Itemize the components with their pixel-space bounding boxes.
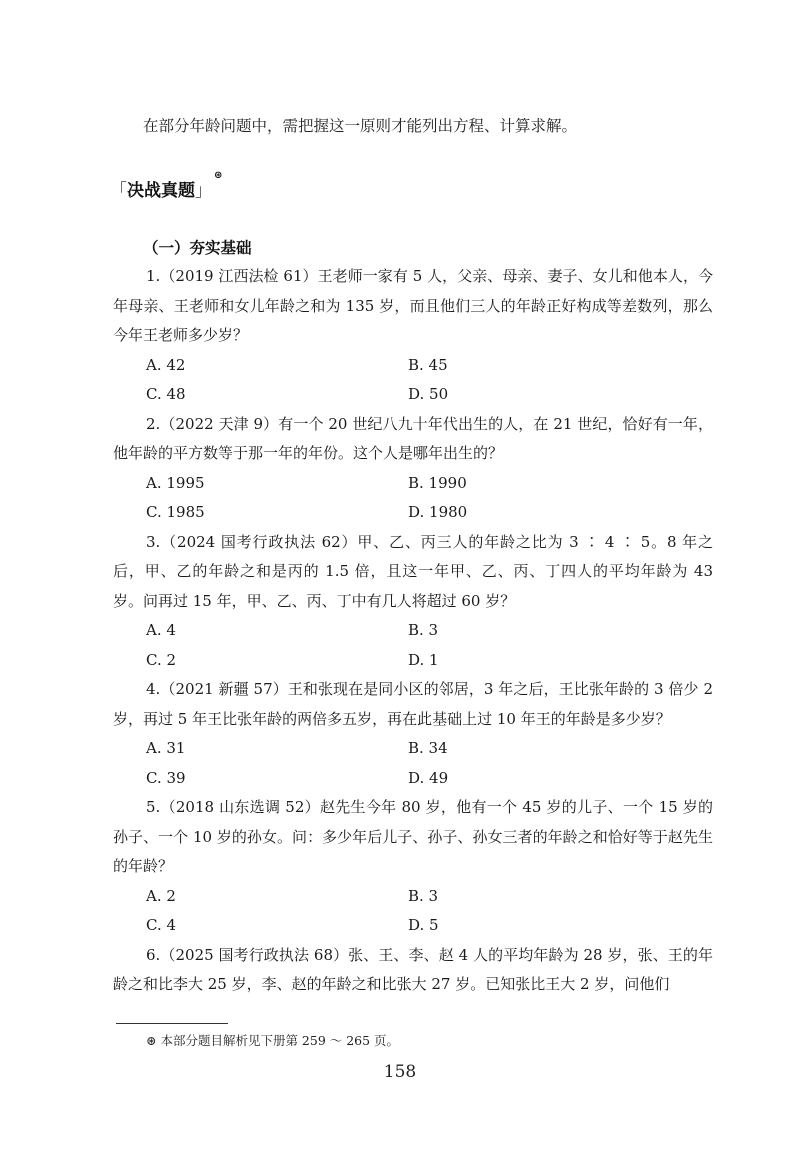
question-block [113, 410, 713, 528]
answer-options [146, 469, 713, 528]
question-stem: 1.（2019 江西法检 61）王老师一家有 5 人，父亲、母亲、妻子、女儿和他本人，今年母亲、王老师和女儿年龄之和为 135 岁，而且他们三人的年龄正好构成等差数列，那么今年王老师多少岁？ [113, 267, 713, 344]
question-block [113, 262, 713, 410]
answer-option: C. 2 [146, 650, 177, 669]
answer-option: D. 1980 [408, 503, 468, 521]
answer-option: B. 3 [408, 621, 439, 639]
answer-option: C. 4 [146, 916, 177, 934]
section-heading [110, 170, 223, 201]
question-stem: 6.（2025 国考行政执法 68）张、王、李、赵 4 人的平均年龄为 28 岁，张、王的年龄之和比李大 25 岁，李、赵的年龄之和比张大 27 岁。已知张比王大 2 岁，问他们 [113, 945, 713, 993]
question-stem: 3.（2024 国考行政执法 62）甲、乙、丙三人的年龄之比为 3 ∶ 4 ∶ 5。8 年之后，甲、乙的年龄之和是丙的 1.5 倍，且这一年甲、乙、丙、丁四人的平均年龄为 43 岁。问再过 15 年，甲、乙、丙、丁中有几人将超过 60 岁？ [113, 532, 713, 610]
answer-option: B. 3 [408, 886, 439, 905]
answer-option: A. 1995 [146, 473, 205, 492]
answer-option: A. 2 [146, 886, 176, 905]
question-block [113, 675, 713, 793]
answer-option: C. 39 [146, 768, 186, 787]
subsection-title: （一）夯实基础 [143, 239, 252, 257]
intro-paragraph: 在部分年龄问题中，需把握这一原则才能列出方程、计算求解。 [143, 117, 578, 135]
section-open-bracket: 「 [110, 181, 127, 201]
answer-options [146, 616, 713, 675]
answer-option: B. 1990 [408, 473, 467, 492]
footnote-divider [116, 1023, 228, 1024]
answer-options [146, 734, 713, 793]
answer-option: D. 5 [408, 916, 439, 934]
question-list [113, 262, 713, 1000]
section-close-bracket: 」 [195, 181, 212, 201]
page-number: 158 [383, 1062, 417, 1082]
question-stem: 4.（2021 新疆 57）王和张现在是同小区的邻居，3 年之后，王比张年龄的 3 倍少 2 岁，再过 5 年王比张年龄的两倍多五岁，再在此基础上过 10 年王的年龄是多少岁？ [113, 680, 713, 728]
answer-option: D. 49 [408, 768, 449, 787]
answer-option: C. 48 [146, 385, 186, 403]
answer-option: D. 1 [408, 650, 439, 669]
question-block [113, 528, 713, 676]
question-block [113, 793, 713, 941]
answer-option: B. 34 [408, 739, 448, 757]
answer-option: A. 4 [146, 621, 176, 639]
question-block [113, 941, 713, 1000]
answer-option: B. 45 [408, 355, 448, 374]
section-title: 决战真题 [127, 181, 195, 201]
question-stem: 5.（2018 山东选调 52）赵先生今年 80 岁，他有一个 45 岁的儿子、一个 15 岁的孙子、一个 10 岁的孙女。问：多少年后儿子、孙子、孙女三者的年龄之和恰好等于赵先生的年龄？ [113, 798, 713, 875]
footnote-text: ⊛ 本部分题目解析见下册第 259 ～ 265 页。 [146, 1033, 400, 1048]
answer-option: A. 42 [146, 355, 186, 374]
question-stem: 2.（2022 天津 9）有一个 20 世纪八九十年代出生的人，在 21 世纪，恰好有一年，他年龄的平方数等于那一年的年份。这个人是哪年出生的？ [113, 414, 713, 462]
answer-option: C. 1985 [146, 503, 205, 521]
footnote-marker-icon: ⊛ [214, 170, 223, 181]
answer-option: D. 50 [408, 385, 449, 403]
answer-options [146, 882, 713, 941]
answer-options [146, 351, 713, 410]
answer-option: A. 31 [146, 739, 186, 757]
